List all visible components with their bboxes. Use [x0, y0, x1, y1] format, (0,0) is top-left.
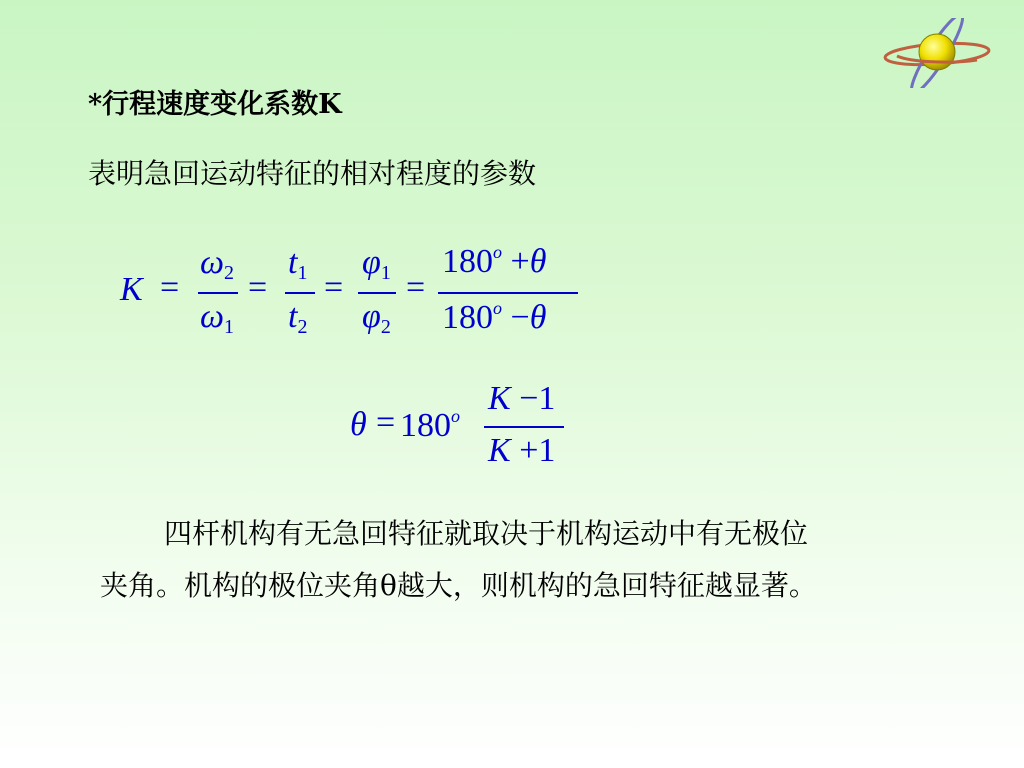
paragraph-line: 夹角。机构的极位夹角θ越大，则机构的急回特征越显著。 [100, 569, 817, 602]
k-coefficient-formula [118, 236, 598, 356]
slide-subtitle: 表明急回运动特征的相对程度的参数 [88, 157, 537, 190]
formula-equals: = [160, 269, 180, 306]
fraction-numerator: $t_1$ [288, 244, 308, 284]
fraction-numerator: 180$^o$ +θ [442, 242, 547, 280]
explanation-paragraph [100, 508, 960, 612]
formula-equals: = [376, 404, 396, 441]
fraction-denominator: $\varphi_2$ [362, 298, 391, 338]
slide-title: *行程速度变化系数K [88, 89, 342, 120]
fraction-denominator: 180$^o$ −θ [442, 298, 547, 336]
formula-equals: = [248, 269, 268, 306]
fraction-denominator: K +1 [488, 432, 556, 469]
fraction-bar [484, 426, 564, 428]
formula-k: K [120, 271, 143, 308]
fraction-numerator: $\varphi_1$ [362, 244, 391, 284]
paragraph-line: 四杆机构有无急回特征就取决于机构运动中有无极位 [164, 517, 809, 550]
theta-formula [348, 378, 588, 478]
fraction-bar [358, 292, 396, 294]
fraction-numerator: K −1 [488, 380, 556, 417]
fraction-bar [198, 292, 238, 294]
formula-equals: = [324, 269, 344, 306]
fraction-bar [285, 292, 315, 294]
formula-180-degrees: 180$^o$ [400, 406, 460, 444]
fraction-denominator: $\omega_1$ [200, 298, 235, 338]
globe-orbit-icon [880, 18, 992, 88]
formula-equals: = [406, 269, 426, 306]
fraction-numerator: $\omega_2$ [200, 244, 235, 284]
formula-theta: θ [350, 406, 367, 443]
fraction-bar [438, 292, 578, 294]
fraction-denominator: $t_2$ [288, 298, 308, 338]
